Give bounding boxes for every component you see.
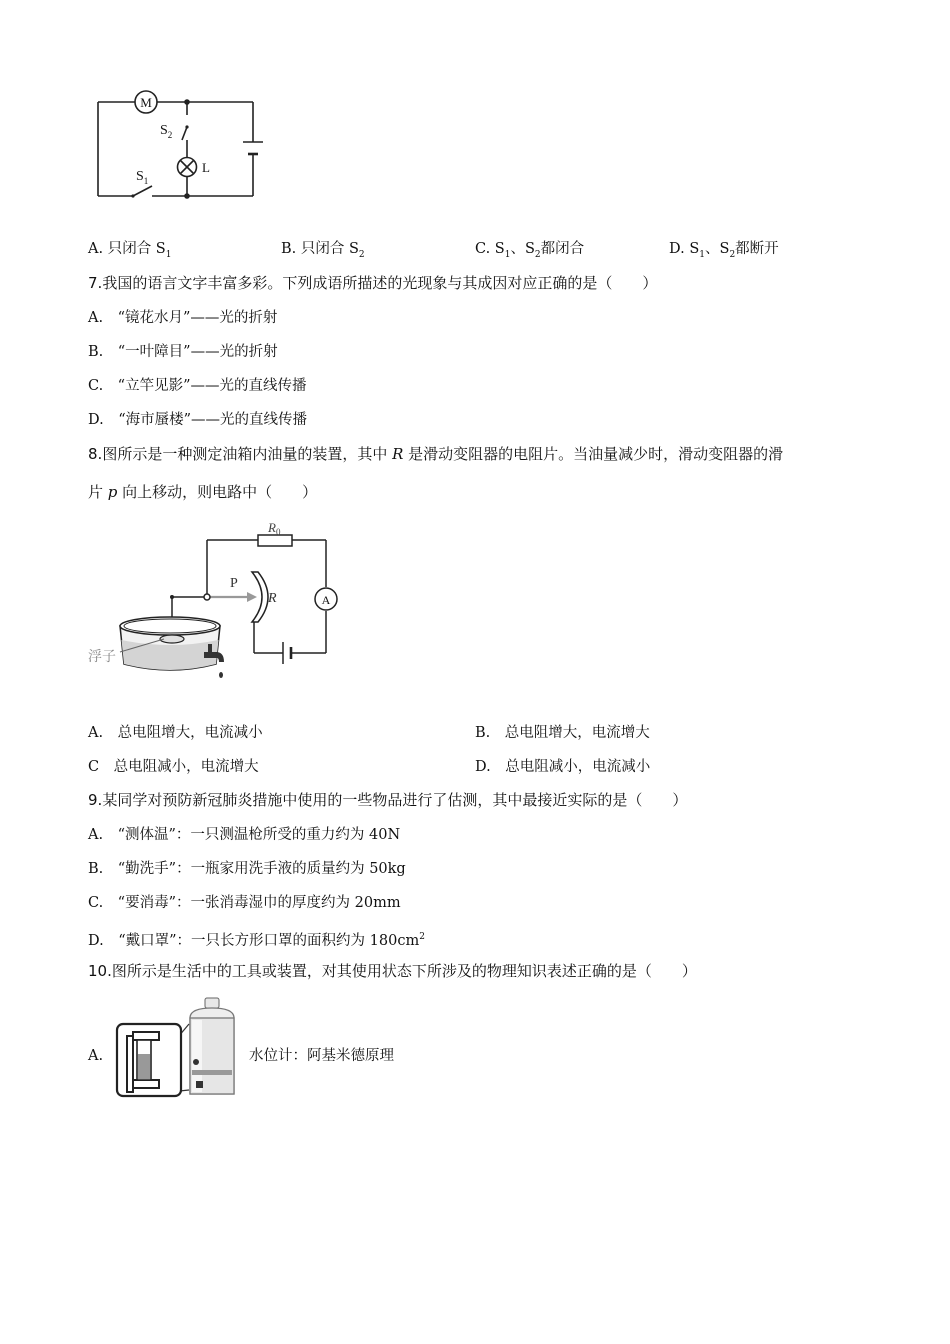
r0-label: R bbox=[268, 520, 276, 535]
q10-option-a-text: 水位计：阿基米德原理 bbox=[249, 1048, 394, 1064]
q9-option-a: A. “测体温”：一只测温枪所受的重力约为 40N bbox=[88, 827, 401, 843]
question-number: 10. bbox=[88, 962, 112, 980]
question-number: 8. bbox=[88, 445, 103, 463]
q8-option-d: D. 总电阻减小，电流减小 bbox=[475, 759, 651, 775]
question-7-stem: 7.我国的语言文字丰富多彩。下列成语所描述的光现象与其成因对应正确的是（ ） bbox=[88, 274, 658, 292]
level-tube-inset bbox=[117, 1024, 181, 1096]
q9-option-b: B. “勤洗手”：一瓶家用洗手液的质量约为 50kg bbox=[88, 861, 406, 877]
switch1-label: S bbox=[136, 169, 144, 184]
q8-option-b: B. 总电阻增大，电流增大 bbox=[475, 725, 650, 741]
rheostat-r-label: R bbox=[268, 591, 277, 606]
q8-option-c: C 总电阻减小，电流增大 bbox=[88, 759, 259, 775]
switch1-sub: 1 bbox=[143, 176, 149, 186]
svg-text:S2 bbox=[160, 123, 172, 140]
circuit-diagram-motor-lamp bbox=[88, 88, 278, 206]
question-10-stem: 10.图所示是生活中的工具或装置，对其使用状态下所涉及的物理知识表述正确的是（ ） bbox=[88, 962, 697, 980]
q8-option-a: A. 总电阻增大，电流减小 bbox=[88, 725, 263, 741]
water-level-gauge-illustration bbox=[112, 992, 240, 1102]
q6-option-c: C. $S_1$、$S_2$都闭合 bbox=[475, 241, 585, 260]
motor-symbol: M bbox=[140, 95, 152, 110]
q7-option-a: A. “镜花水月”——光的折射 bbox=[88, 310, 278, 326]
svg-text:R0 bbox=[267, 520, 281, 537]
question-number: 7. bbox=[88, 274, 103, 292]
q9-option-c: C. “要消毒”：一张消毒湿巾的厚度约为 20mm bbox=[88, 895, 401, 911]
q10-option-a-letter: A. bbox=[88, 1048, 104, 1064]
slider-p-label: P bbox=[230, 576, 238, 591]
r0-sub: 0 bbox=[275, 527, 281, 537]
question-number: 9. bbox=[88, 791, 103, 809]
float-label: 浮子 bbox=[88, 649, 116, 665]
q9-option-d: D. “戴口罩”：一只长方形口罩的面积约为 $180cm^2$ bbox=[88, 932, 425, 949]
switch2-sub: 2 bbox=[167, 130, 173, 140]
switch2-label: S bbox=[160, 123, 168, 138]
oil-gauge-diagram bbox=[85, 510, 345, 686]
question-8-stem-line1: 8.图所示是一种测定油箱内油量的装置，其中 R 是滑动变阻器的电阻片。当油量减少时，滑动变阻器的滑 bbox=[88, 445, 784, 463]
q7-option-c: C. “立竿见影”——光的直线传播 bbox=[88, 378, 307, 394]
ammeter-label: A bbox=[321, 593, 331, 607]
boiler-icon bbox=[190, 998, 234, 1094]
svg-text:S1 bbox=[136, 169, 148, 186]
q6-option-d: D. $S_1$、$S_2$都断开 bbox=[669, 241, 779, 260]
question-9-stem: 9.某同学对预防新冠肺炎措施中使用的一些物品进行了估测，其中最接近实际的是（ ） bbox=[88, 791, 688, 809]
lamp-label: L bbox=[202, 160, 210, 175]
question-8-stem-line2: 片 p 向上移动，则电路中（ ） bbox=[88, 483, 318, 501]
q6-option-a: A. 只闭合 $S_1$ bbox=[88, 241, 172, 260]
q7-option-b: B. “一叶障目”——光的折射 bbox=[88, 344, 278, 360]
q6-option-b: B. 只闭合 $S_2$ bbox=[281, 241, 365, 260]
q7-option-d: D. “海市蜃楼”——光的直线传播 bbox=[88, 412, 308, 428]
